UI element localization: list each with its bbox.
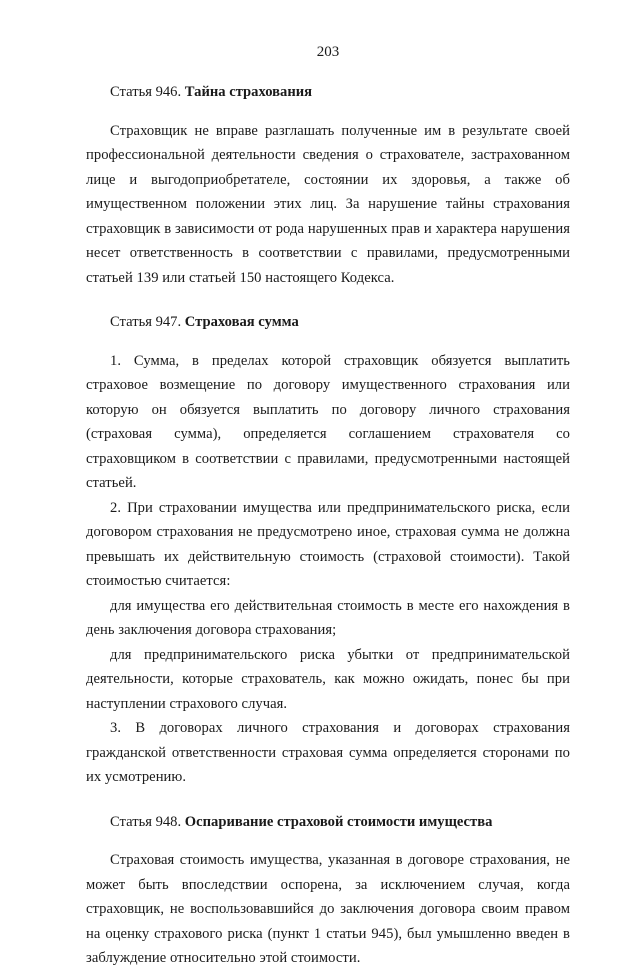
article-label: Статья 947. xyxy=(110,314,182,330)
article-heading-947 xyxy=(86,310,570,335)
article-title: Оспаривание страховой стоимости имущества xyxy=(184,813,493,830)
page-number: 203 xyxy=(316,44,340,60)
article-paragraph: 3. В договорах личного страхования и договорах страхования гражданской ответственности страховая сумма определяется сторонами по их усмотрению. xyxy=(86,720,570,785)
article-label: Статья 946. xyxy=(110,84,182,100)
article-heading-946 xyxy=(86,80,570,105)
article-heading-948 xyxy=(86,810,570,835)
article-paragraph: Страховая стоимость имущества, указанная в договоре страхования, не может быть впоследствии оспорена, за исключением случая, когда страховщик, не воспользовавшийся до заключения договора своим правом на оценку страхового риска (пункт 1 статьи 945), был умышленно введен в заблуждение относительно этой стоимости. xyxy=(86,852,570,966)
article-paragraph: для имущества его действительная стоимость в месте его нахождения в день заключения договора страхования; xyxy=(86,597,570,638)
article-title: Страховая сумма xyxy=(184,314,299,330)
article-paragraph: 2. При страховании имущества или предпринимательского риска, если договором страхования не предусмотрено иное, страховая сумма не должна превышать их действительную стоимость (страховой стоимости). Такой стоимостью считается: xyxy=(86,499,570,589)
document-page xyxy=(86,0,570,966)
article-paragraph: 1. Сумма, в пределах которой страховщик обязуется выплатить страховое возмещение по договору имущественного страхования или которую он обязуется выплатить по договору личного страхования (страховая сумма), определяется соглашением страхователя со страховщиком в соответствии с правилами, предусмотренными настоящей статьей. xyxy=(86,352,570,491)
article-paragraph: Страховщик не вправе разглашать полученные им в результате своей профессиональной деятельности сведения о страхователе, застрахованном лице и выгодоприобретателе, состоянии их здоровья, а также об имущественном положении этих лиц. За нарушение тайны страхования страховщик в зависимости от рода нарушенных прав и характера нарушения несет ответственность в соответствии с правилами, предусмотренными статьей 139 или статьей 150 настоящего Кодекса. xyxy=(86,122,570,286)
article-title: Тайна страхования xyxy=(184,84,313,100)
article-label: Статья 948. xyxy=(110,813,182,830)
page-content xyxy=(86,80,570,971)
article-paragraph: для предпринимательского риска убытки от предпринимательской деятельности, которые страхователь, как можно ожидать, понес бы при наступлении страхового случая. xyxy=(86,646,570,712)
